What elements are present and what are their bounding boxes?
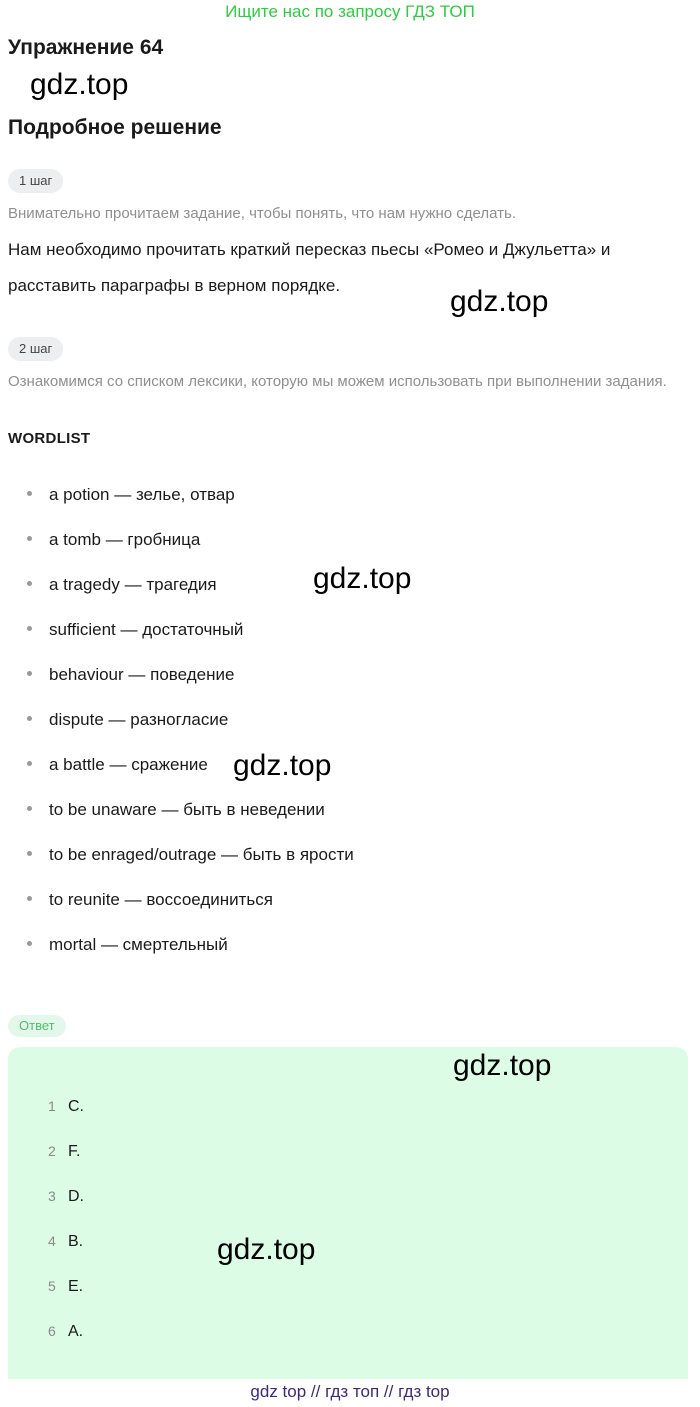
bullet-icon	[27, 716, 32, 721]
step-2-badge: 2 шаг	[8, 337, 63, 361]
wordlist-item: a tomb — гробница	[27, 530, 200, 550]
bullet-icon	[27, 761, 32, 766]
wordlist-item: a potion — зелье, отвар	[27, 485, 235, 505]
exercise-title: Упражнение 64	[8, 36, 164, 59]
bullet-icon	[27, 806, 32, 811]
wordlist-item: a battle — сражение	[27, 755, 208, 775]
bullet-icon	[27, 626, 32, 631]
answer-badge: Ответ	[8, 1015, 66, 1037]
watermark: gdz.top	[30, 68, 129, 101]
bullet-icon	[27, 671, 32, 676]
watermark: gdz.top	[453, 1049, 552, 1082]
wordlist-item: behaviour — поведение	[27, 665, 234, 685]
answer-value: E.	[68, 1278, 84, 1295]
answer-number: 6	[48, 1323, 56, 1339]
answer-item	[48, 1098, 84, 1116]
bullet-icon	[27, 581, 32, 586]
watermark: gdz.top	[233, 749, 332, 782]
answer-item	[48, 1278, 83, 1296]
wordlist-item: dispute — разногласие	[27, 710, 228, 730]
watermark: gdz.top	[217, 1233, 316, 1266]
wordlist-title: WORDLIST	[8, 430, 91, 447]
wordlist-item: to reunite — воссоединиться	[27, 890, 273, 910]
bullet-icon	[27, 896, 32, 901]
footer-links[interactable]: gdz top // гдз топ // гдз top	[250, 1382, 450, 1401]
step-1-badge: 1 шаг	[8, 169, 63, 193]
answer-number: 2	[48, 1143, 56, 1159]
answer-item	[48, 1323, 83, 1341]
solution-title: Подробное решение	[8, 116, 222, 139]
bullet-icon	[27, 536, 32, 541]
step-1-hint: Внимательно прочитаем задание, чтобы понять, что нам нужно сделать.	[8, 205, 517, 222]
answer-number: 4	[48, 1233, 56, 1249]
answer-box	[8, 1047, 688, 1379]
answer-value: B.	[68, 1233, 84, 1250]
answer-item	[48, 1143, 80, 1161]
wordlist-item: sufficient — достаточный	[27, 620, 243, 640]
step-1-text-line-1: Нам необходимо прочитать краткий пересказ пьесы «Ромео и Джульетта» и	[8, 240, 611, 259]
watermark: gdz.top	[450, 285, 549, 318]
answer-item	[48, 1188, 84, 1206]
search-hint-banner: Ищите нас по запросу ГДЗ ТОП	[225, 2, 475, 21]
watermark: gdz.top	[313, 562, 412, 595]
bullet-icon	[27, 941, 32, 946]
answer-value: F.	[68, 1143, 81, 1160]
answer-number: 3	[48, 1188, 56, 1204]
answer-value: A.	[68, 1323, 84, 1340]
wordlist-item: mortal — смертельный	[27, 935, 228, 955]
bullet-icon	[27, 851, 32, 856]
step-2-hint: Ознакомимся со списком лексики, которую мы можем использовать при выполнении задания.	[8, 373, 667, 390]
answer-item	[48, 1233, 83, 1251]
bullet-icon	[27, 491, 32, 496]
answer-value: D.	[68, 1188, 84, 1205]
answer-number: 1	[48, 1098, 56, 1114]
step-1-text-line-2: расставить параграфы в верном порядке.	[8, 276, 341, 295]
answer-value: C.	[68, 1098, 84, 1115]
wordlist-item: a tragedy — трагедия	[27, 575, 217, 595]
wordlist-item: to be enraged/outrage — быть в ярости	[27, 845, 354, 865]
answer-number: 5	[48, 1278, 56, 1294]
wordlist-item: to be unaware — быть в неведении	[27, 800, 325, 820]
